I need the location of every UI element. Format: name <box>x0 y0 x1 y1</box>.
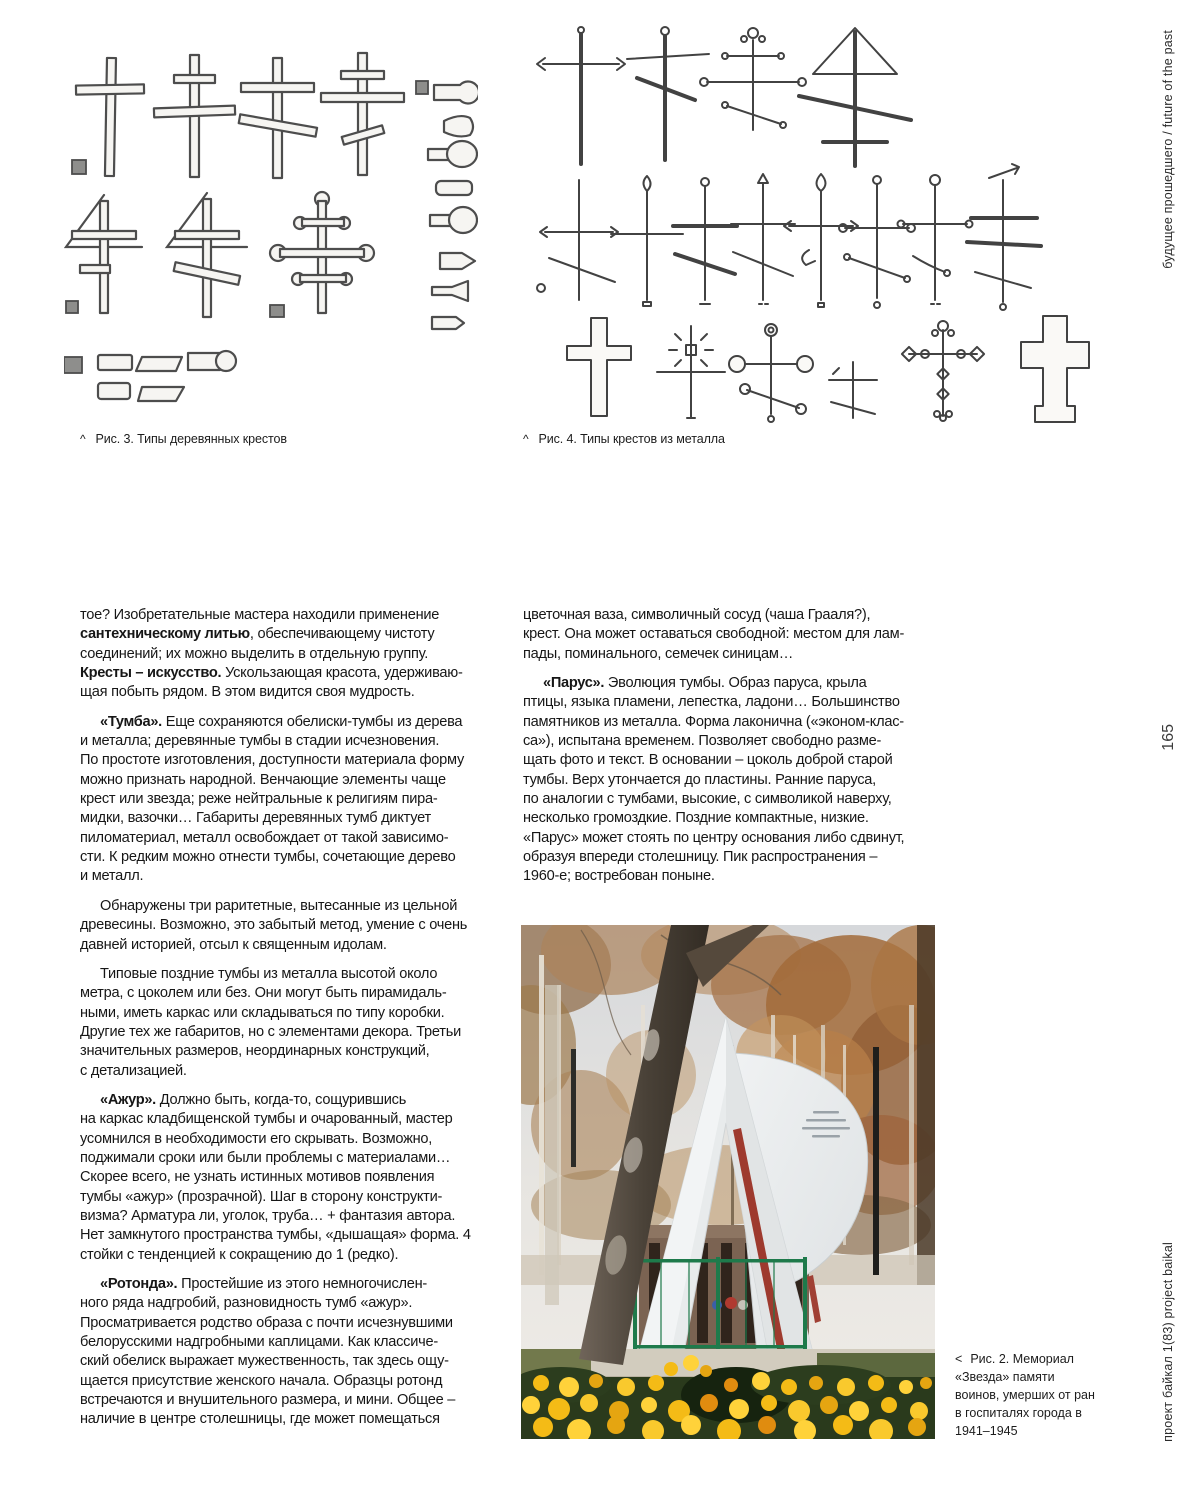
fig3-end-treatments-column <box>416 81 478 329</box>
article-left-column <box>80 606 495 1440</box>
paragraph: «Ажур». Должно быть, когда-то, сощурившись на каркас кладбищенской тумбы и очарованный, мастер усомнился в необходимости его скрывать. Возможно, поджимали сроки или были проблемы с материалами… Скорее всего, не узнать истинных мотивов появления тумбы «ажур» (прозрачной). Шаг в сторону конструкти- визма? Арматура ли, уголок, труба… + фантазия автора. Нет замкнутого пространства тумбы, «дышащая» форма. 4 стойки с тенденцией к сокращению до 1 (редко). <box>80 1091 471 1263</box>
article-right-column <box>523 606 938 897</box>
fig3-cross-budded <box>270 192 374 317</box>
fig3-caption: ^ Рис. 3. Типы деревянных крестов <box>80 432 287 446</box>
arrow-left-marker: < <box>955 1352 963 1366</box>
fig3-cross-roofed-1 <box>66 195 142 313</box>
fig4-row3 <box>567 316 1089 422</box>
paragraph: «Ротонда». Простейшие из этого немногочислен- ного ряда надгробий, разновидность тумб «ажур». Просматривается родство образа с почти исчезнувшими белорусскими надгробными каплицами. Как классиче- ский обелиск выражает мужественность, так здесь ощу- щается присутствие женского начала. Образцы ротонд встречаются и внушительного размера, и мини. Общее – наличие в центре столешницы, где может помещаться <box>80 1276 456 1428</box>
figure-4-metal-crosses-drawing <box>523 18 1115 430</box>
page-number: 165 <box>1160 724 1177 751</box>
paragraph: «Тумба». Еще сохраняются обелиски-тумбы из дерева и металла; деревянные тумбы в стадии исчезновения. По простоте изготовления, доступности материала форму можно признать народной. Венчающие элементы чаще крест или звезда; реже нейтральные к религиям пира- мидки, вазочки… Габариты деревянных тумб диктует пиломатериал, металл освобождает от такой зависимо- сти. К редким можно отнести тумбы, сочетающие дерево и металл. <box>80 713 465 885</box>
paragraph: Обнаружены три раритетные, вытесанные из цельной древесины. Возможно, это забытый метод, умение с очень давней историей, отсыл к священным идолам. <box>80 897 468 953</box>
photo-caption: < Рис. 2. Мемориал «Звезда» памяти воинов, умерших от ран в госпиталях города в 1941–1945 <box>955 1352 1095 1438</box>
caret-up-marker: ^ <box>80 432 86 446</box>
fig3-plank-samples <box>64 351 236 401</box>
caret-up-marker: ^ <box>523 432 529 446</box>
photo-right-pole <box>873 1047 879 1275</box>
journal-footer-vertical-text: проект байкал 1(83) project baikal <box>1161 1242 1175 1442</box>
paragraph: цветочная ваза, символичный сосуд (чаша Грааля?), крест. Она может оставаться свободной: местом для лам- пады, поминального, семечек синицам… <box>523 607 905 662</box>
journal-section-vertical-text: будущее прошедшего / future of the past <box>1161 30 1175 269</box>
paragraph: Типовые поздние тумбы из металла высотой около метра, с цоколем или без. Они могут быть пирамидаль- ными, иметь каркас или складываться по типу коробки. Другие тех же габаритов, но с элементами декора. Третьи значительных размеров, неординарных конструкций, с детализацией. <box>80 965 461 1079</box>
fig3-cross-orthodox <box>321 53 404 175</box>
fig3-cross-slant-bar <box>239 58 317 178</box>
photo-left-pole <box>571 1049 576 1167</box>
fig4-caption: ^ Рис. 4. Типы крестов из металла <box>523 432 725 446</box>
memorial-photo <box>521 925 935 1439</box>
figure-3-wooden-crosses-drawing <box>64 25 478 430</box>
fig3-cross-patriarchal <box>154 55 235 177</box>
paragraph: тое? Изобретательные мастера находили применение сантехническому литью, обеспечивающему чистоту соединений; их можно выделить в отдельную группу. Кресты – искусство. Ускользающая красота, удерживаю- щая побыть рядом. В этом видится своя мудрость. <box>80 607 463 701</box>
fig3-cross-roofed-2 <box>167 193 247 317</box>
fig4-row1 <box>537 27 911 166</box>
paragraph: «Парус». Эволюция тумбы. Образ паруса, крыла птицы, языка пламени, лепестка, ладони… Большинство памятников из металла. Форма лаконична («эконом-клас- са»), испытана временем. Позволяет свободно разме- щать фото и текст. В основании – цоколь доброй старой тумбы. Верх утончается до пластины. Ранние паруса, по аналогии с тумбами, высокие, с символикой наверху, несколько громоздкие. Поздние компактные, низкие. «Парус» может стоять по центру основания либо сдвинут, образуя впереди столешницу. Пик распространения – 1960-е; востребован поныне. <box>523 675 905 885</box>
fig4-row2 <box>537 164 1041 310</box>
fig3-cross-latin <box>72 58 144 176</box>
